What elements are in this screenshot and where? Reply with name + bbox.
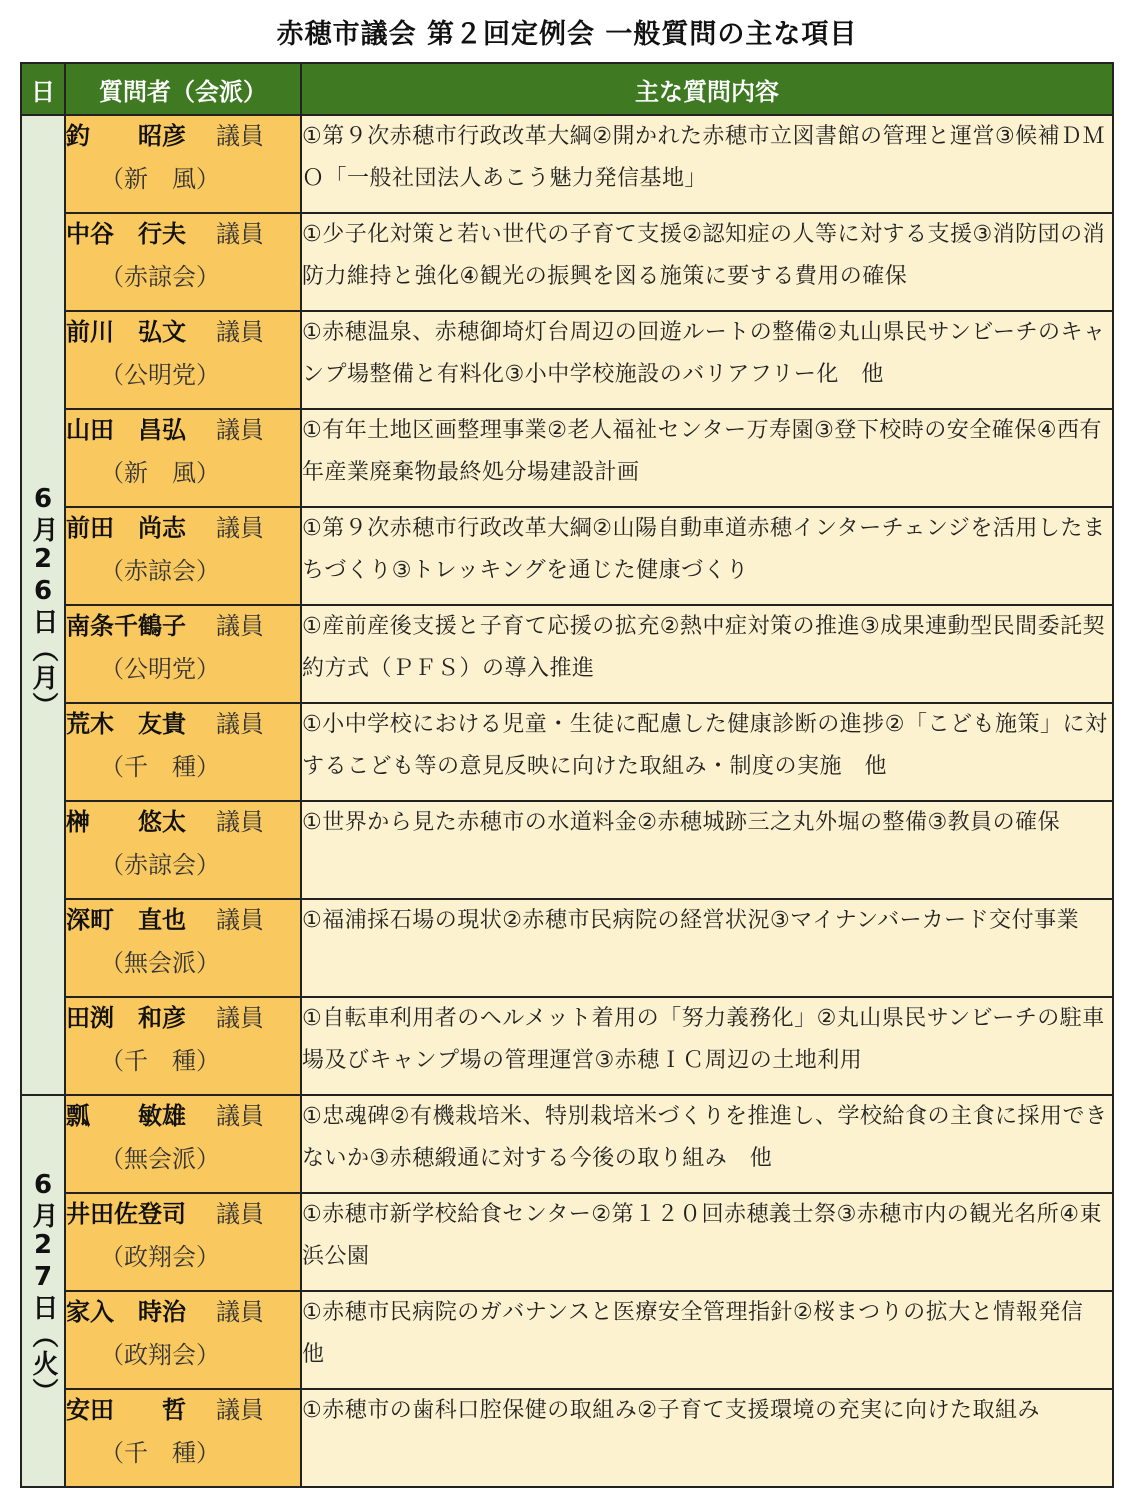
role-label: 議員	[216, 1200, 264, 1228]
header-content: 主な質問内容	[301, 63, 1113, 115]
role-label: 議員	[216, 318, 264, 346]
questioner-name: 瓢 敏雄	[66, 1102, 186, 1130]
question-content: ①第９次赤穂市行政改革大綱②山陽自動車道赤穂インターチェンジを活用したまちづくり③トレッキングを通じた健康づくり	[301, 507, 1113, 605]
party-label: （赤諒会）	[100, 557, 220, 585]
question-content: ①有年土地区画整理事業②老人福祉センター万寿園③登下校時の安全確保④西有年産業廃棄物最終処分場建設計画	[301, 409, 1113, 507]
role-label: 議員	[216, 1396, 264, 1424]
questioner-name: 前川 弘文	[66, 318, 186, 346]
questioner-name: 深町 直也	[66, 906, 186, 934]
role-label: 議員	[216, 710, 264, 738]
questioner-name: 田渕 和彦	[66, 1004, 186, 1032]
table-row	[21, 899, 1113, 997]
table-row	[21, 1389, 1113, 1487]
question-content: ①赤穂市の歯科口腔保健の取組み②子育て支援環境の充実に向けた取組み	[301, 1389, 1113, 1487]
questioner-cell	[65, 1193, 301, 1291]
role-label: 議員	[216, 416, 264, 444]
party-label: （無会派）	[100, 1145, 220, 1173]
table-row	[21, 703, 1113, 801]
questioner-cell	[65, 115, 301, 213]
questioner-name: 家入 時治	[66, 1298, 186, 1326]
questioner-name: 中谷 行夫	[66, 220, 186, 248]
party-label: （千 種）	[100, 1047, 220, 1075]
party-label: （千 種）	[100, 1439, 220, 1467]
questioner-cell	[65, 703, 301, 801]
question-content: ①赤穂市民病院のガバナンスと医療安全管理指針②桜まつりの拡大と情報発信 他	[301, 1291, 1113, 1389]
party-label: （公明党）	[100, 655, 220, 683]
table-row	[21, 605, 1113, 703]
day-label: 6月27日（火）	[28, 1169, 58, 1406]
question-content: ①赤穂市新学校給食センター②第１２０回赤穂義士祭③赤穂市内の観光名所④東浜公園	[301, 1193, 1113, 1291]
day-cell	[21, 1095, 65, 1487]
day-label: 6月26日（月）	[28, 483, 58, 720]
role-label: 議員	[216, 1298, 264, 1326]
question-content: ①福浦採石場の現状②赤穂市民病院の経営状況③マイナンバーカード交付事業	[301, 899, 1113, 997]
table-row	[21, 1193, 1113, 1291]
questioner-cell	[65, 1291, 301, 1389]
questioner-cell	[65, 1389, 301, 1487]
role-label: 議員	[216, 1102, 264, 1130]
party-label: （新 風）	[100, 459, 220, 487]
header-day: 日	[21, 63, 65, 115]
questioner-cell	[65, 899, 301, 997]
role-label: 議員	[216, 122, 264, 150]
question-content: ①赤穂温泉、赤穂御埼灯台周辺の回遊ルートの整備②丸山県民サンビーチのキャンプ場整備と有料化③小中学校施設のバリアフリー化 他	[301, 311, 1113, 409]
question-content: ①忠魂碑②有機栽培米、特別栽培米づくりを推進し、学校給食の主食に採用できないか③赤穂緞通に対する今後の取り組み 他	[301, 1095, 1113, 1193]
role-label: 議員	[216, 220, 264, 248]
questioner-cell	[65, 409, 301, 507]
questioner-name: 釣 昭彦	[66, 122, 186, 150]
party-label: （赤諒会）	[100, 263, 220, 291]
questioner-cell	[65, 605, 301, 703]
role-label: 議員	[216, 808, 264, 836]
questioner-cell	[65, 1095, 301, 1193]
question-table	[20, 62, 1114, 1488]
table-row	[21, 997, 1113, 1095]
table-row	[21, 1291, 1113, 1389]
table-row	[21, 115, 1113, 213]
question-content: ①小中学校における児童・生徒に配慮した健康診断の進捗②「こども施策」に対するこども等の意見反映に向けた取組み・制度の実施 他	[301, 703, 1113, 801]
question-content: ①少子化対策と若い世代の子育て支援②認知症の人等に対する支援③消防団の消防力維持と強化④観光の振興を図る施策に要する費用の確保	[301, 213, 1113, 311]
questioner-cell	[65, 507, 301, 605]
table-row	[21, 801, 1113, 899]
questioner-name: 井田佐登司	[66, 1200, 186, 1228]
questioner-name: 榊 悠太	[66, 808, 186, 836]
role-label: 議員	[216, 514, 264, 542]
questioner-name: 荒木 友貴	[66, 710, 186, 738]
table-row	[21, 507, 1113, 605]
questioner-cell	[65, 213, 301, 311]
party-label: （無会派）	[100, 949, 220, 977]
question-content: ①世界から見た赤穂市の水道料金②赤穂城跡三之丸外堀の整備③教員の確保	[301, 801, 1113, 899]
page-title: 赤穂市議会 第２回定例会 一般質問の主な項目	[276, 19, 858, 50]
party-label: （赤諒会）	[100, 851, 220, 879]
question-content: ①自転車利用者のヘルメット着用の「努力義務化」②丸山県民サンビーチの駐車場及びキャンプ場の管理運営③赤穂ＩＣ周辺の土地利用	[301, 997, 1113, 1095]
party-label: （政翔会）	[100, 1243, 220, 1271]
questioner-name: 前田 尚志	[66, 514, 186, 542]
party-label: （政翔会）	[100, 1341, 220, 1369]
questioner-name: 安田 哲	[66, 1396, 186, 1424]
party-label: （公明党）	[100, 361, 220, 389]
questioner-cell	[65, 801, 301, 899]
question-content: ①産前産後支援と子育て応援の拡充②熱中症対策の推進③成果連動型民間委託契約方式（ＰＦＳ）の導入推進	[301, 605, 1113, 703]
table-row	[21, 409, 1113, 507]
party-label: （千 種）	[100, 753, 220, 781]
table-row	[21, 1095, 1113, 1193]
role-label: 議員	[216, 906, 264, 934]
questioner-cell	[65, 997, 301, 1095]
header-name: 質問者（会派）	[65, 63, 301, 115]
questioner-name: 山田 昌弘	[66, 416, 186, 444]
question-content: ①第９次赤穂市行政改革大綱②開かれた赤穂市立図書館の管理と運営③候補ＤＭＯ「一般社団法人あこう魅力発信基地」	[301, 115, 1113, 213]
questioner-name: 南条千鶴子	[66, 612, 186, 640]
day-cell	[21, 115, 65, 1095]
role-label: 議員	[216, 1004, 264, 1032]
party-label: （新 風）	[100, 165, 220, 193]
questioner-cell	[65, 311, 301, 409]
role-label: 議員	[216, 612, 264, 640]
table-header-row	[21, 63, 1113, 115]
table-row	[21, 311, 1113, 409]
table-row	[21, 213, 1113, 311]
